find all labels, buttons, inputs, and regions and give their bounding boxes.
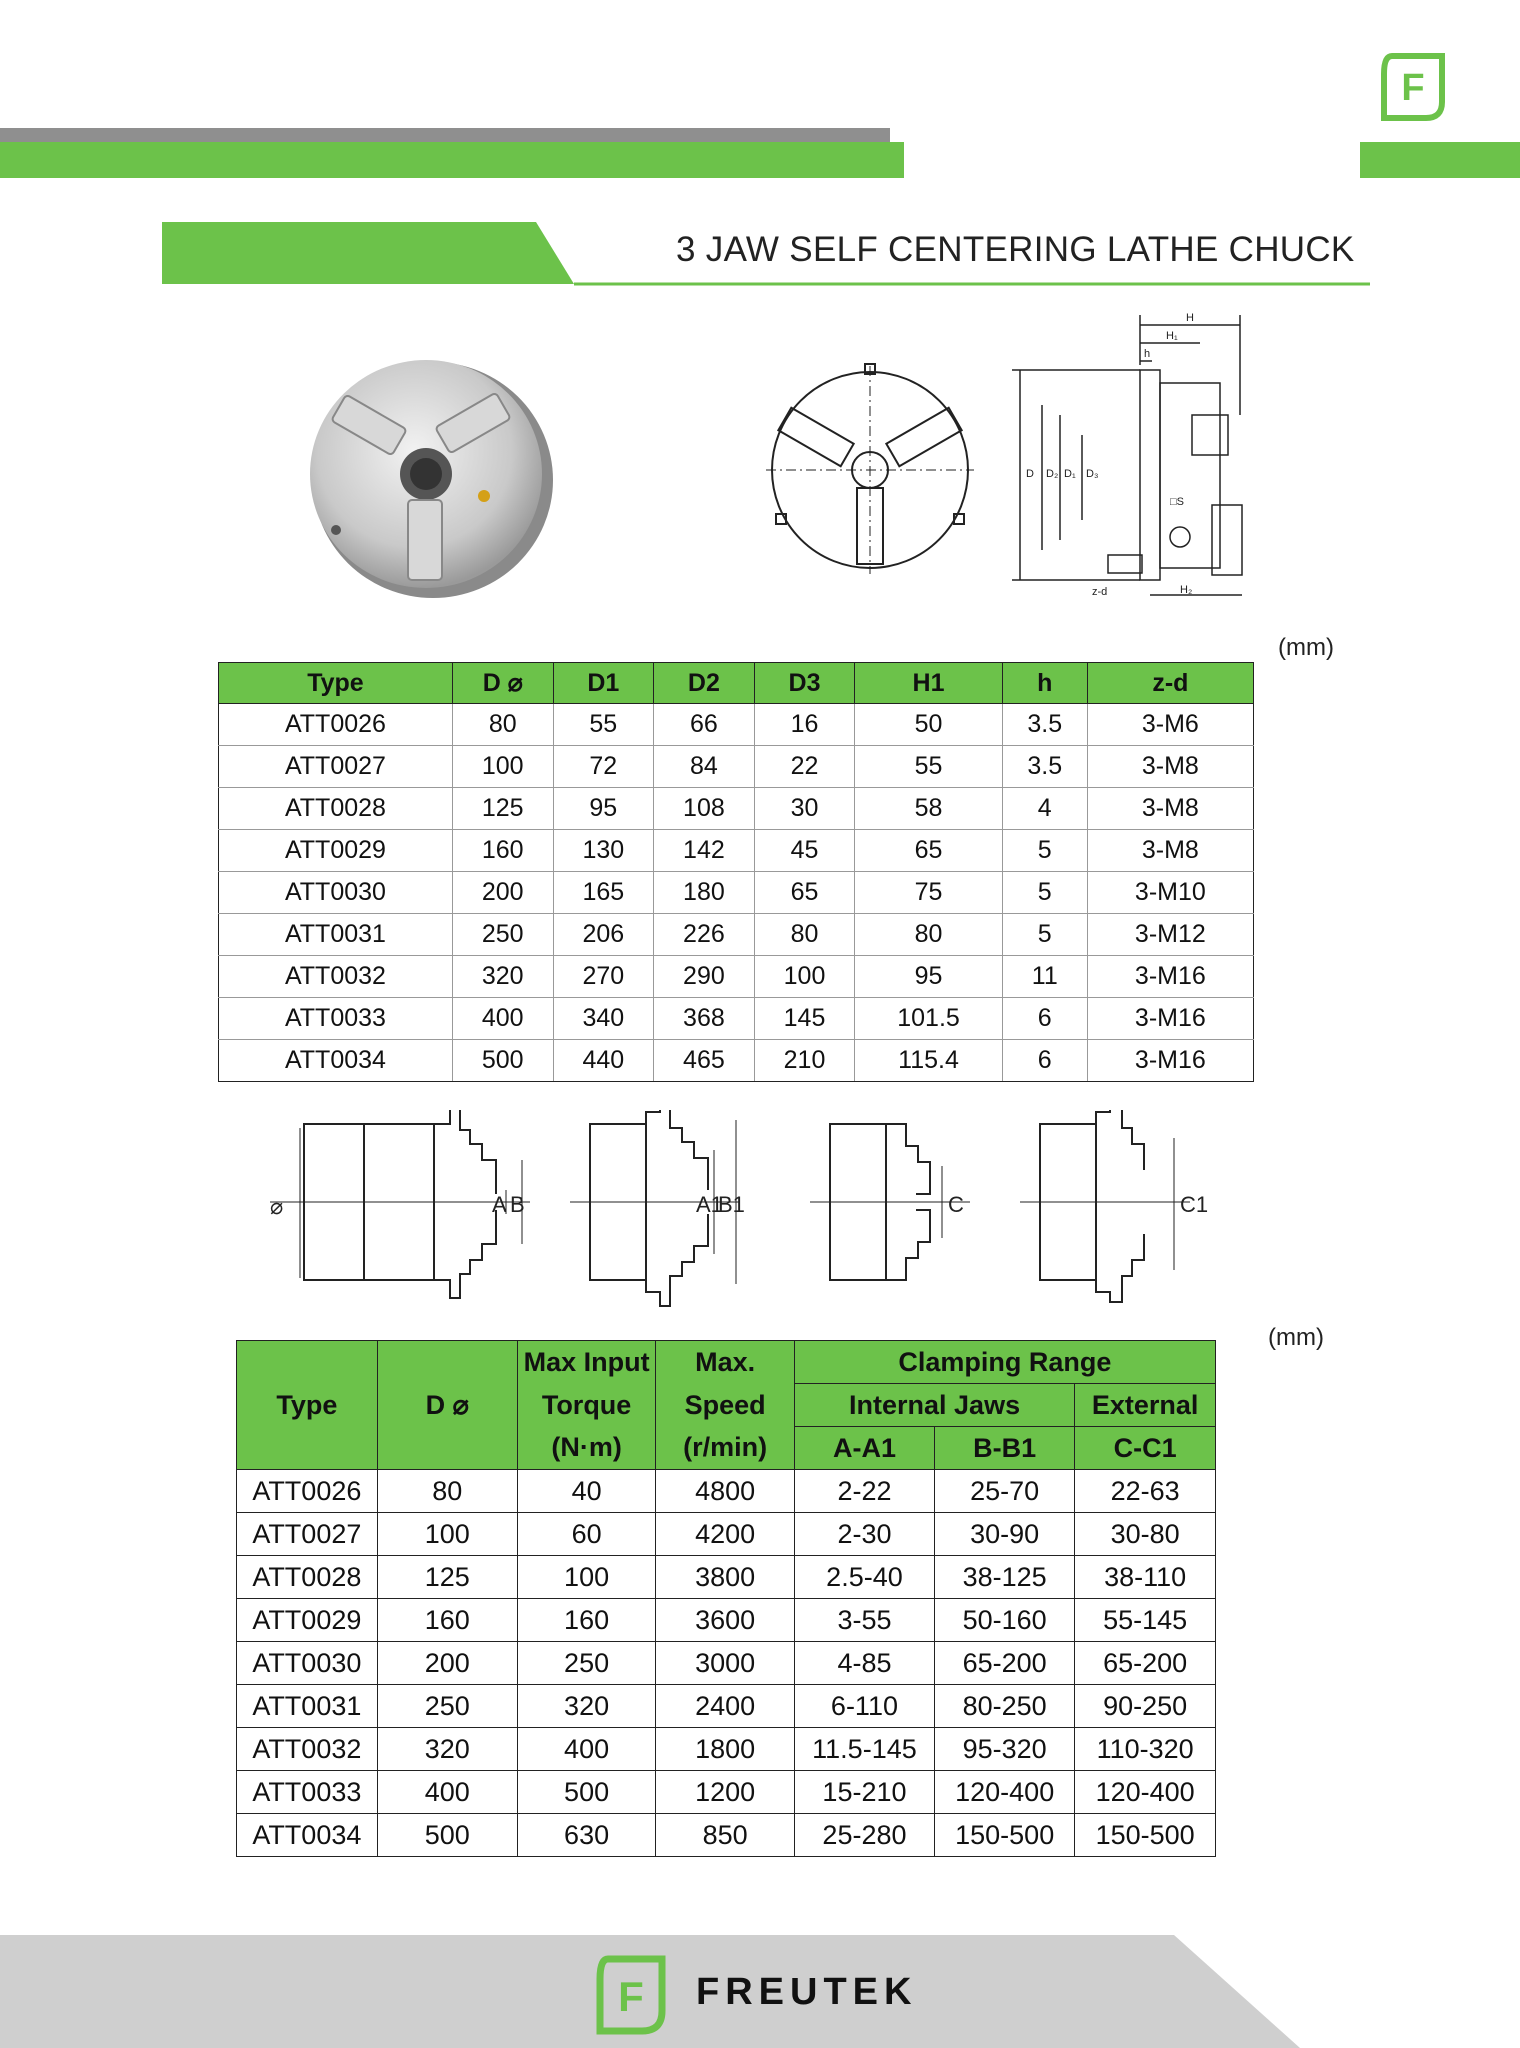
- table-cell: 50-160: [935, 1599, 1075, 1642]
- table-row: [219, 704, 1254, 746]
- table-row: [219, 872, 1254, 914]
- table-cell: 45: [754, 830, 855, 872]
- table-cell: 110-320: [1075, 1728, 1216, 1771]
- table-row: [237, 1814, 1216, 1857]
- table-row: [219, 788, 1254, 830]
- table-cell: ATT0030: [219, 872, 453, 914]
- table-cell: 11: [1002, 956, 1087, 998]
- table-cell: 1200: [656, 1771, 794, 1814]
- table-header-row: [219, 663, 1254, 704]
- table-cell: 4800: [656, 1470, 794, 1513]
- table-cell: 80: [855, 914, 1002, 956]
- table-cell: 80-250: [935, 1685, 1075, 1728]
- unit-label-table1: (mm): [1278, 634, 1334, 661]
- dim-label-h: H: [1186, 312, 1194, 324]
- col-header-speed-2: Speed: [656, 1384, 794, 1427]
- table-row: [219, 1040, 1254, 1082]
- table-cell: 160: [452, 830, 553, 872]
- dim-label-h1: H₁: [1166, 330, 1178, 342]
- col-header-d: D ⌀: [377, 1341, 517, 1470]
- table-cell: 101.5: [855, 998, 1002, 1040]
- footer-logo-letter: F: [618, 1973, 644, 2020]
- table-cell: 3000: [656, 1642, 794, 1685]
- table-cell: 108: [654, 788, 755, 830]
- table-cell: 95: [855, 956, 1002, 998]
- table-cell: 142: [654, 830, 755, 872]
- table-cell: 3-M8: [1087, 788, 1253, 830]
- table-cell: 30: [754, 788, 855, 830]
- table-cell: 2-22: [794, 1470, 934, 1513]
- table-cell: 145: [754, 998, 855, 1040]
- table-header-row: [237, 1341, 1216, 1384]
- table-cell: 400: [377, 1771, 517, 1814]
- header-gray-stripe: [0, 128, 890, 142]
- table-cell: 165: [553, 872, 654, 914]
- table-cell: 3600: [656, 1599, 794, 1642]
- table-cell: 55-145: [1075, 1599, 1216, 1642]
- table-cell: 60: [517, 1513, 656, 1556]
- table-cell: 125: [377, 1556, 517, 1599]
- table-cell: 290: [654, 956, 755, 998]
- table-cell: 66: [654, 704, 755, 746]
- table-cell: ATT0029: [237, 1599, 378, 1642]
- jaw-label-b: B: [510, 1192, 525, 1217]
- table-cell: 30-80: [1075, 1513, 1216, 1556]
- table-row: [237, 1771, 1216, 1814]
- table-cell: 100: [452, 746, 553, 788]
- table-cell: 25-70: [935, 1470, 1075, 1513]
- table-cell: 115.4: [855, 1040, 1002, 1082]
- col-header-a-a1: A-A1: [794, 1427, 934, 1470]
- chuck-front-drawing: [760, 360, 980, 590]
- table-cell: 38-125: [935, 1556, 1075, 1599]
- col-header-speed-3: (r/min): [656, 1427, 794, 1470]
- col-header-zd: z-d: [1087, 663, 1253, 704]
- table-cell: ATT0033: [219, 998, 453, 1040]
- table-cell: 3-M16: [1087, 998, 1253, 1040]
- jaw-label-b1: B1: [718, 1192, 745, 1217]
- footer-brand-name: FREUTEK: [696, 1971, 918, 2013]
- table-cell: 2.5-40: [794, 1556, 934, 1599]
- table-cell: 160: [517, 1599, 656, 1642]
- table-cell: 3-55: [794, 1599, 934, 1642]
- table-cell: 15-210: [794, 1771, 934, 1814]
- col-header-c-c1: C-C1: [1075, 1427, 1216, 1470]
- table-cell: ATT0034: [219, 1040, 453, 1082]
- table-cell: 180: [654, 872, 755, 914]
- dim-label-d1: D₁: [1064, 468, 1076, 480]
- col-header-internal: Internal Jaws: [794, 1384, 1074, 1427]
- table-cell: 55: [553, 704, 654, 746]
- dim-label-zd: z-d: [1092, 586, 1108, 598]
- table-cell: 120-400: [935, 1771, 1075, 1814]
- table-cell: 120-400: [1075, 1771, 1216, 1814]
- table-cell: 3-M10: [1087, 872, 1253, 914]
- dim-label-h2: H₂: [1180, 584, 1193, 596]
- jaw-label-a1: A1: [696, 1192, 723, 1217]
- col-header-d2: D2: [654, 663, 755, 704]
- table-cell: 5: [1002, 872, 1087, 914]
- table-cell: 4200: [656, 1513, 794, 1556]
- dim-label-d2: D₂: [1046, 468, 1059, 480]
- table-cell: ATT0027: [237, 1513, 378, 1556]
- table-cell: 75: [855, 872, 1002, 914]
- table-cell: 3.5: [1002, 704, 1087, 746]
- table-cell: 40: [517, 1470, 656, 1513]
- table-cell: 95-320: [935, 1728, 1075, 1771]
- header-green-stripe-left: [0, 142, 904, 178]
- dimensions-table: [218, 662, 1254, 1082]
- table-cell: 65: [754, 872, 855, 914]
- table-cell: ATT0030: [237, 1642, 378, 1685]
- col-header-external: External: [1075, 1384, 1216, 1427]
- jaw-label-c: C: [948, 1192, 964, 1217]
- table-cell: 5: [1002, 830, 1087, 872]
- table-cell: 320: [517, 1685, 656, 1728]
- col-header-type: Type: [219, 663, 453, 704]
- table-cell: 160: [377, 1599, 517, 1642]
- table-row: [219, 914, 1254, 956]
- table-cell: 25-280: [794, 1814, 934, 1857]
- table-row: [237, 1685, 1216, 1728]
- table-row: [219, 998, 1254, 1040]
- table-cell: 500: [452, 1040, 553, 1082]
- table-cell: 30-90: [935, 1513, 1075, 1556]
- table-cell: 90-250: [1075, 1685, 1216, 1728]
- table-cell: 3-M8: [1087, 746, 1253, 788]
- dim-label-s: □S: [1170, 496, 1184, 508]
- table-cell: 6: [1002, 998, 1087, 1040]
- table-cell: 500: [377, 1814, 517, 1857]
- table-cell: ATT0032: [219, 956, 453, 998]
- table-cell: 3800: [656, 1556, 794, 1599]
- table-cell: 80: [377, 1470, 517, 1513]
- table-cell: 320: [452, 956, 553, 998]
- jaw-label-c1: C1: [1180, 1192, 1209, 1217]
- table-cell: 16: [754, 704, 855, 746]
- page-title: 3 JAW SELF CENTERING LATHE CHUCK: [676, 230, 1355, 269]
- table-cell: 210: [754, 1040, 855, 1082]
- table-cell: 100: [754, 956, 855, 998]
- dim-label-h-small: h: [1144, 348, 1151, 360]
- table-cell: ATT0029: [219, 830, 453, 872]
- table-cell: 150-500: [935, 1814, 1075, 1857]
- table-cell: 65-200: [935, 1642, 1075, 1685]
- table-cell: 22: [754, 746, 855, 788]
- table-row: [237, 1513, 1216, 1556]
- col-header-torque-2: Torque: [517, 1384, 656, 1427]
- table-row: [237, 1642, 1216, 1685]
- table-cell: 400: [517, 1728, 656, 1771]
- col-header-type: Type: [237, 1341, 378, 1470]
- table-cell: 4: [1002, 788, 1087, 830]
- table-row: [237, 1556, 1216, 1599]
- jaw-label-a: A: [492, 1192, 507, 1217]
- table-cell: 200: [377, 1642, 517, 1685]
- table-cell: 440: [553, 1040, 654, 1082]
- table-row: [237, 1728, 1216, 1771]
- dim-label-d: D: [1026, 468, 1034, 480]
- table-cell: 500: [517, 1771, 656, 1814]
- col-header-h1: H1: [855, 663, 1002, 704]
- jaw-label-dia: ⌀: [270, 1194, 284, 1219]
- table-cell: 400: [452, 998, 553, 1040]
- col-header-torque-1: Max Input: [517, 1341, 656, 1384]
- col-header-d3: D3: [754, 663, 855, 704]
- table-cell: 58: [855, 788, 1002, 830]
- table-cell: 850: [656, 1814, 794, 1857]
- table-cell: 50: [855, 704, 1002, 746]
- table-cell: 630: [517, 1814, 656, 1857]
- table-cell: 250: [517, 1642, 656, 1685]
- table-cell: 72: [553, 746, 654, 788]
- table-row: [219, 746, 1254, 788]
- col-header-torque-3: (N·m): [517, 1427, 656, 1470]
- table-cell: 95: [553, 788, 654, 830]
- table-cell: ATT0032: [237, 1728, 378, 1771]
- table-cell: 100: [517, 1556, 656, 1599]
- table-cell: 2400: [656, 1685, 794, 1728]
- table-cell: 125: [452, 788, 553, 830]
- table-row: [237, 1470, 1216, 1513]
- table-cell: 65: [855, 830, 1002, 872]
- table-cell: ATT0031: [219, 914, 453, 956]
- col-header-h: h: [1002, 663, 1087, 704]
- table-cell: 250: [452, 914, 553, 956]
- table-cell: 465: [654, 1040, 755, 1082]
- table-cell: ATT0028: [219, 788, 453, 830]
- chuck-side-drawing: [1000, 305, 1260, 615]
- table-cell: 368: [654, 998, 755, 1040]
- table-cell: 11.5-145: [794, 1728, 934, 1771]
- jaw-clamping-diagrams: [270, 1110, 1270, 1310]
- col-header-speed-1: Max.: [656, 1341, 794, 1384]
- table-cell: ATT0027: [219, 746, 453, 788]
- clamping-table: [236, 1340, 1216, 1857]
- table-cell: 130: [553, 830, 654, 872]
- table-cell: 200: [452, 872, 553, 914]
- header-green-stripe-right: [1360, 142, 1520, 178]
- table-cell: 22-63: [1075, 1470, 1216, 1513]
- table-cell: ATT0026: [237, 1470, 378, 1513]
- table-cell: 340: [553, 998, 654, 1040]
- table-cell: 2-30: [794, 1513, 934, 1556]
- unit-label-table2: (mm): [1268, 1324, 1324, 1351]
- table-cell: 6: [1002, 1040, 1087, 1082]
- col-header-d1: D1: [553, 663, 654, 704]
- table-cell: 3-M16: [1087, 956, 1253, 998]
- table-cell: 226: [654, 914, 755, 956]
- table-cell: 6-110: [794, 1685, 934, 1728]
- footer-logo-icon: [594, 1955, 666, 2035]
- table-row: [237, 1599, 1216, 1642]
- freutek-logo-icon: [1378, 52, 1448, 122]
- table-cell: 80: [754, 914, 855, 956]
- table-cell: 206: [553, 914, 654, 956]
- col-header-d: D ⌀: [452, 663, 553, 704]
- table-cell: 100: [377, 1513, 517, 1556]
- table-cell: 150-500: [1075, 1814, 1216, 1857]
- table-cell: 250: [377, 1685, 517, 1728]
- table-cell: 1800: [656, 1728, 794, 1771]
- table-cell: 5: [1002, 914, 1087, 956]
- table-cell: 3-M8: [1087, 830, 1253, 872]
- table-cell: ATT0033: [237, 1771, 378, 1814]
- table-cell: 3.5: [1002, 746, 1087, 788]
- header-stripe-slant: [860, 128, 920, 142]
- table-cell: 80: [452, 704, 553, 746]
- table-cell: 55: [855, 746, 1002, 788]
- table-cell: ATT0026: [219, 704, 453, 746]
- col-header-b-b1: B-B1: [935, 1427, 1075, 1470]
- table-cell: 3-M12: [1087, 914, 1253, 956]
- table-cell: 270: [553, 956, 654, 998]
- table-cell: 320: [377, 1728, 517, 1771]
- table-cell: ATT0034: [237, 1814, 378, 1857]
- table-cell: 4-85: [794, 1642, 934, 1685]
- col-header-clamping: Clamping Range: [794, 1341, 1215, 1384]
- table-cell: 65-200: [1075, 1642, 1216, 1685]
- logo-letter: F: [1401, 67, 1425, 109]
- dim-label-d3: D₃: [1086, 468, 1099, 480]
- table-cell: ATT0031: [237, 1685, 378, 1728]
- chuck-product-image: [298, 350, 558, 600]
- table-row: [219, 830, 1254, 872]
- table-row: [219, 956, 1254, 998]
- table-cell: ATT0028: [237, 1556, 378, 1599]
- table-cell: 38-110: [1075, 1556, 1216, 1599]
- table-cell: 3-M6: [1087, 704, 1253, 746]
- table-cell: 3-M16: [1087, 1040, 1253, 1082]
- table-cell: 84: [654, 746, 755, 788]
